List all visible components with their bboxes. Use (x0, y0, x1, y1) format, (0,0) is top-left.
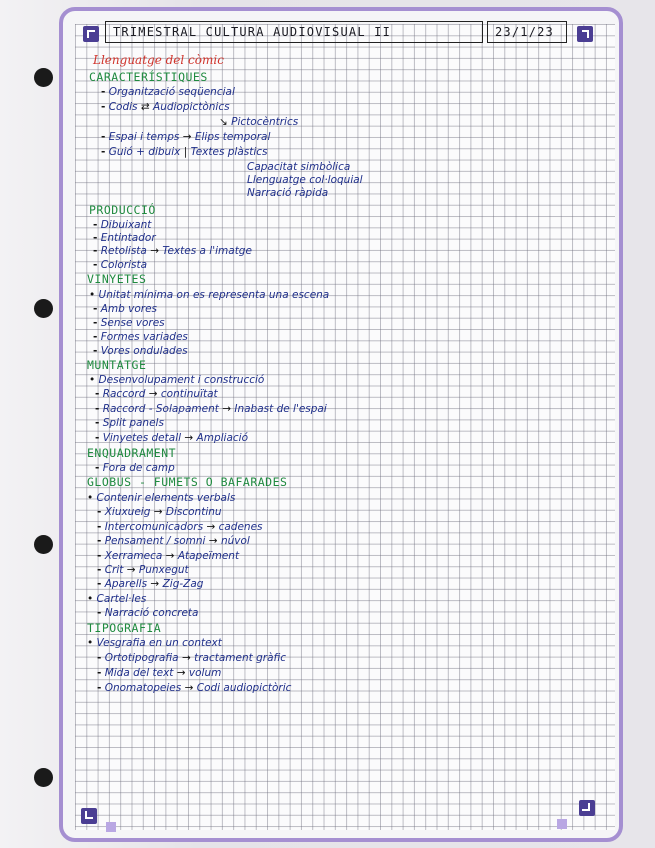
list-item: - Mida del text → volum (97, 667, 222, 679)
list-item: - Intercomunicadors → cadenes (97, 521, 263, 533)
corner-mark-top-left-icon (83, 26, 99, 42)
section-heading-produccio: PRODUCCIÓ (89, 203, 156, 217)
binder-hole-3 (34, 535, 53, 554)
list-item: - Espai i temps → Elips temporal (101, 131, 271, 143)
section-heading-caracteristiques: CARACTERÍSTIQUES (89, 70, 208, 84)
list-item: - Amb vores (93, 303, 158, 315)
list-item: Capacitat simbòlica (247, 161, 351, 173)
list-item: ↘ Pictocèntrics (219, 116, 299, 128)
list-item: - Retolista → Textes a l'imatge (93, 245, 252, 257)
list-item: • Cartel·les (87, 593, 147, 605)
section-heading-globus: GLOBUS - FUMETS O BAFARADES (87, 475, 288, 489)
list-item: - Organització seqüencial (101, 86, 235, 98)
list-item: - Entintador (93, 232, 156, 244)
list-item: - Xerrameca → Atapeïment (97, 550, 240, 562)
section-heading-vinyetes: VINYETES (87, 272, 147, 286)
list-item: Llenguatge col·loquial (247, 174, 363, 186)
list-item: - Ortotipografia → tractament gràfic (97, 652, 287, 664)
list-item: • Vesgrafia en un context (87, 637, 222, 649)
list-item: - Formes variades (93, 331, 188, 343)
binder-hole-2 (34, 299, 53, 318)
list-item: - Colorista (93, 259, 148, 271)
binder-hole-1 (34, 68, 53, 87)
list-item: - Dibuixant (93, 219, 152, 231)
list-item: - Onomatopeies → Codi audiopictòric (97, 682, 292, 694)
corner-mark-bottom-right-icon (579, 800, 595, 816)
list-item: - Sense vores (93, 317, 165, 329)
corner-mark-top-right-icon (577, 26, 593, 42)
section-heading-muntatge: MUNTATGE (87, 358, 147, 372)
section-heading-tipografia: TIPOGRAFIA (87, 621, 162, 635)
list-item: - Codis ⇄ Audiopictònics (101, 101, 230, 113)
list-item: • Unitat mínima on es representa una escena (89, 289, 330, 301)
header-title: TRIMESTRAL CULTURA AUDIOVISUAL II (113, 25, 392, 39)
list-item: - Pensament / somni → núvol (97, 535, 250, 547)
list-item: Narració ràpida (247, 187, 329, 199)
list-item: - Raccord - Solapament → Inabast de l'espai (95, 403, 327, 415)
corner-square-bottom-left (106, 822, 116, 832)
corner-mark-bottom-left-icon (81, 808, 97, 824)
list-item: - Vores ondulades (93, 345, 188, 357)
list-item: - Narració concreta (97, 607, 199, 619)
notes-title: Llenguatge del còmic (93, 53, 224, 67)
corner-square-bottom-right (557, 819, 567, 829)
list-item: - Split panels (95, 417, 164, 429)
list-item: • Desenvolupament i construcció (89, 374, 265, 386)
binder-hole-4 (34, 768, 53, 787)
list-item: - Aparells → Zig-Zag (97, 578, 204, 590)
notebook-sheet (59, 7, 623, 842)
list-item: - Vinyetes detall → Ampliació (95, 432, 248, 444)
section-heading-enquadrament: ENQUADRAMENT (87, 446, 177, 460)
list-item: - Raccord → continuïtat (95, 388, 218, 400)
list-item: • Contenir elements verbals (87, 492, 236, 504)
header-date: 23/1/23 (495, 25, 554, 39)
list-item: - Guió + dibuix | Textes plàstics (101, 146, 268, 158)
list-item: - Crit → Punxegut (97, 564, 189, 576)
list-item: - Xiuxueig → Discontinu (97, 506, 222, 518)
list-item: - Fora de camp (95, 462, 175, 474)
